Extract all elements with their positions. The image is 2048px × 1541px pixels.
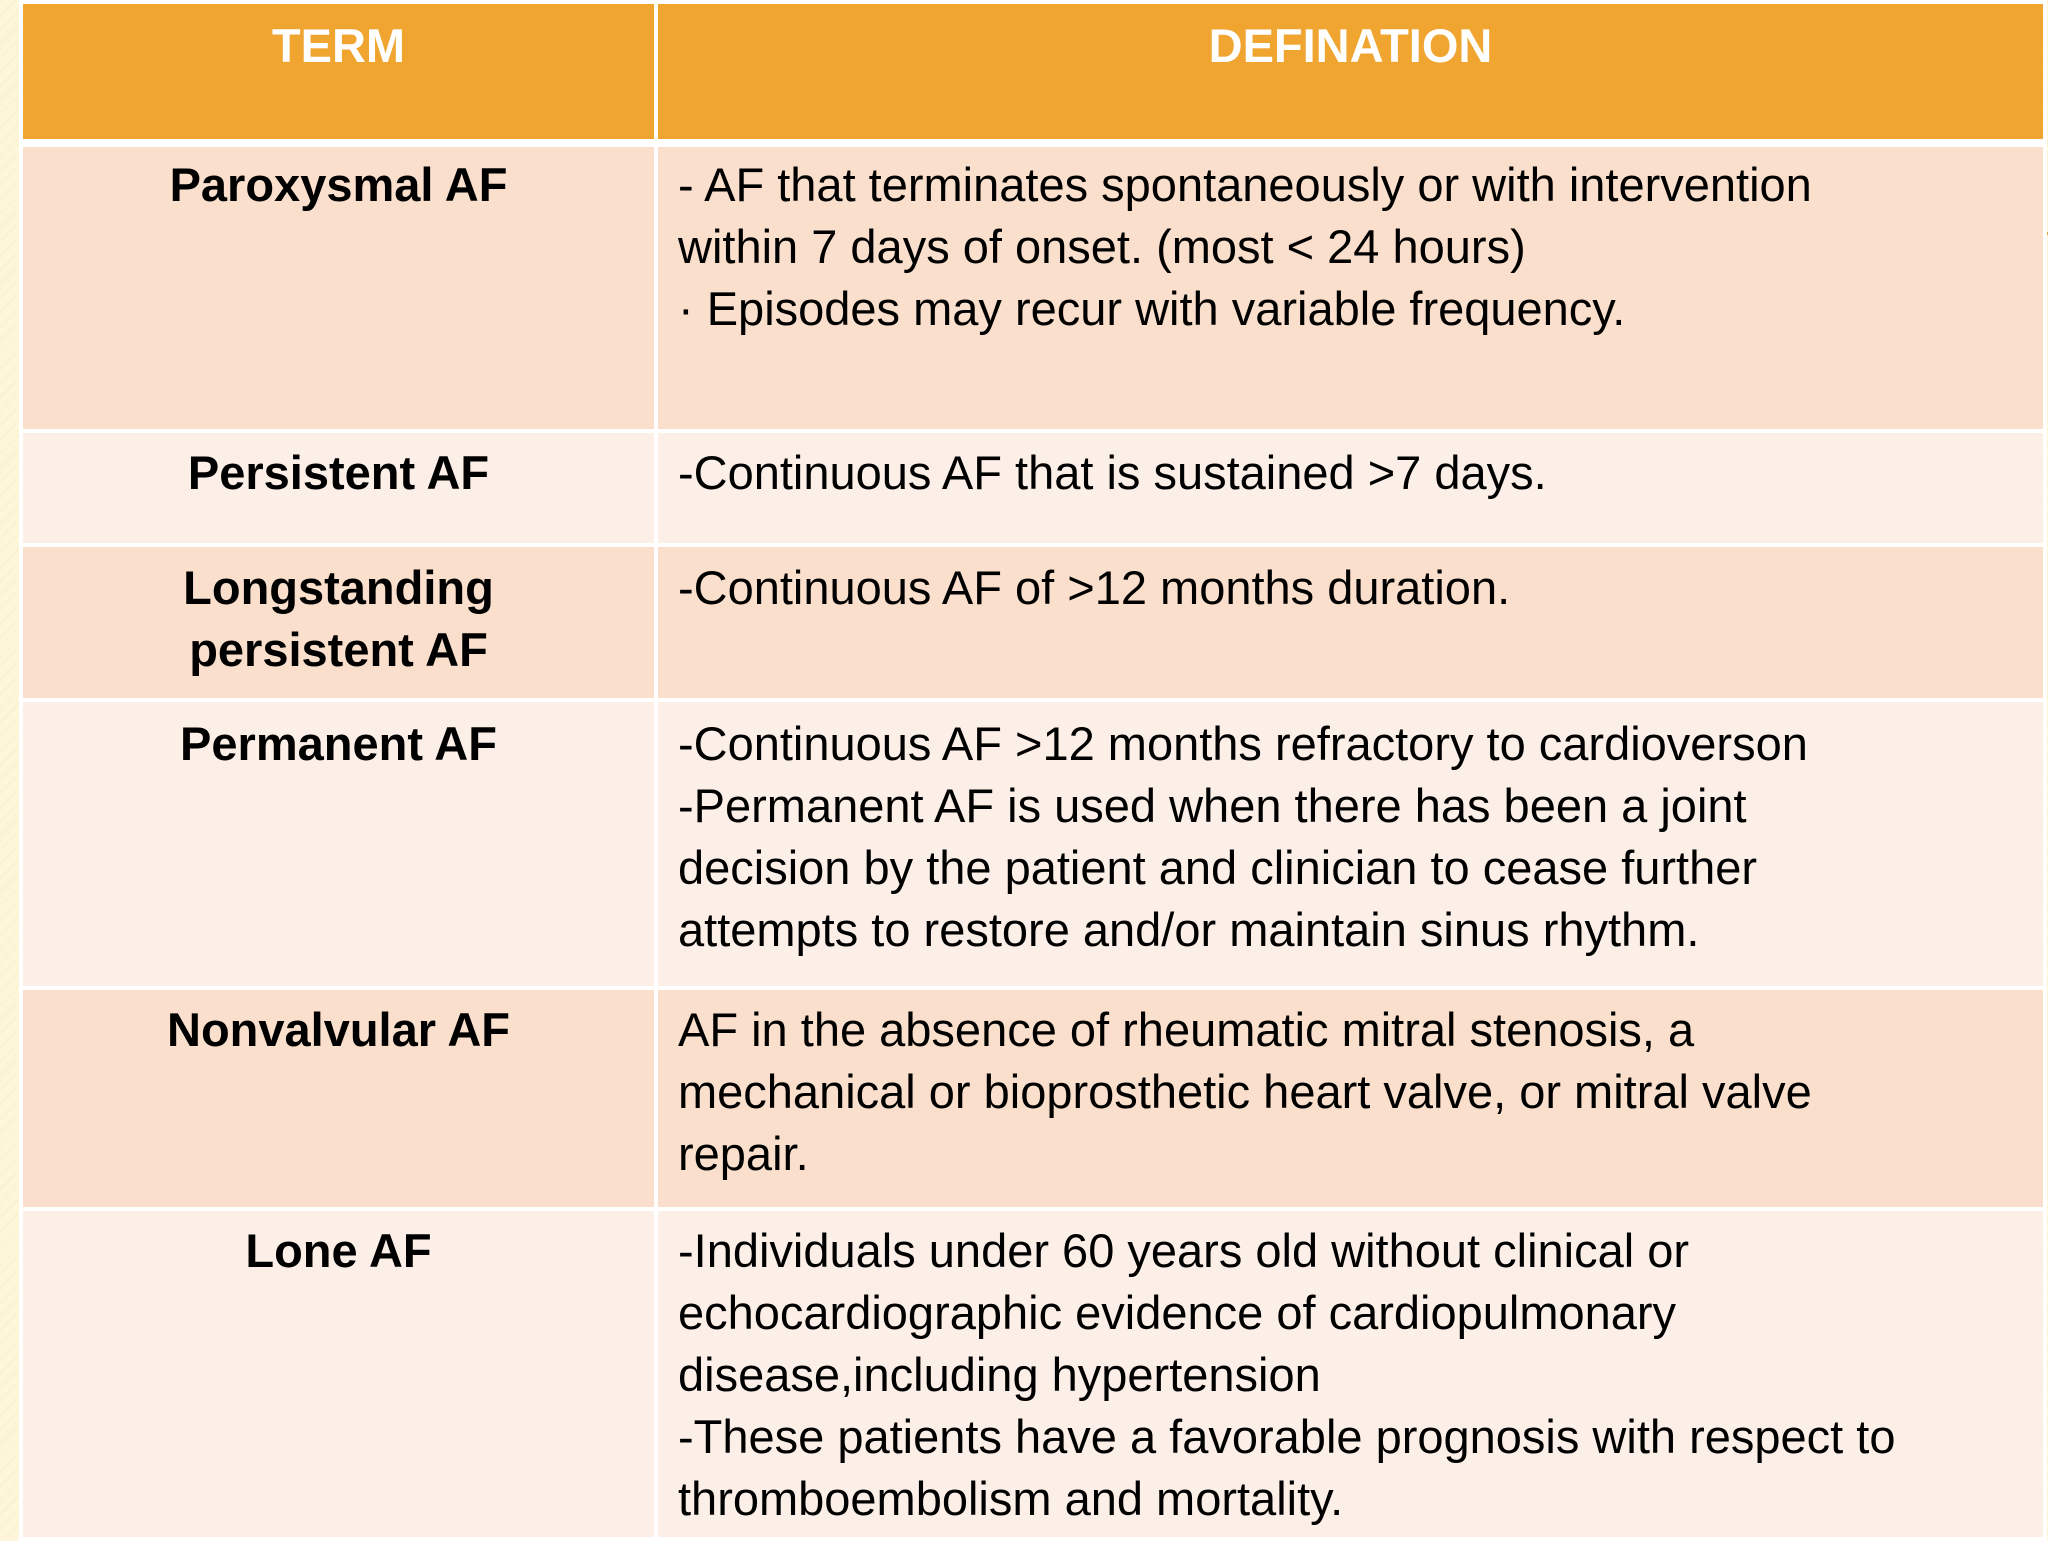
definition-line: -Continuous AF of >12 months duration. bbox=[678, 561, 1511, 614]
term-cell bbox=[21, 143, 656, 431]
definition-line: AF in the absence of rheumatic mitral stenosis, a bbox=[678, 1003, 1695, 1056]
definition-line: -Permanent AF is used when there has been a joint bbox=[678, 779, 1747, 832]
table-row bbox=[21, 700, 2045, 988]
definition-cell bbox=[656, 1209, 2045, 1539]
term-text: Longstanding bbox=[183, 561, 494, 614]
definition-cell bbox=[656, 143, 2045, 431]
definition-line: decision by the patient and clinician to cease further bbox=[678, 841, 1758, 894]
definition-line: - AF that terminates spontaneously or with intervention bbox=[678, 158, 1812, 211]
term-text: Lone AF bbox=[245, 1224, 432, 1277]
table-header-row bbox=[21, 2, 2045, 143]
term-cell bbox=[21, 700, 656, 988]
header-definition: DEFINATION bbox=[656, 2, 2045, 143]
definition-line: attempts to restore and/or maintain sinus rhythm. bbox=[678, 903, 1700, 956]
definition-line: thromboembolism and mortality. bbox=[678, 1472, 1344, 1525]
table-row bbox=[21, 988, 2045, 1209]
definition-line: disease,including hypertension bbox=[678, 1348, 1321, 1401]
definition-cell bbox=[656, 431, 2045, 545]
term-text: persistent AF bbox=[189, 623, 488, 676]
definition-line: repair. bbox=[678, 1127, 809, 1180]
term-cell bbox=[21, 988, 656, 1209]
table-row bbox=[21, 431, 2045, 545]
table-row bbox=[21, 1209, 2045, 1539]
term-text: Nonvalvular AF bbox=[167, 1003, 510, 1056]
definition-cell bbox=[656, 988, 2045, 1209]
term-cell bbox=[21, 545, 656, 700]
term-cell bbox=[21, 1209, 656, 1539]
definition-line: echocardiographic evidence of cardiopulmonary bbox=[678, 1286, 1677, 1339]
header-term: TERM bbox=[21, 2, 656, 143]
table-row bbox=[21, 545, 2045, 700]
term-text: Persistent AF bbox=[187, 446, 490, 499]
definition-line: · Episodes may recur with variable frequency. bbox=[678, 282, 1626, 335]
term-text: Permanent AF bbox=[180, 717, 497, 770]
definition-line: within 7 days of onset. (most < 24 hours) bbox=[678, 220, 1526, 273]
af-terms-table bbox=[19, 0, 2047, 1541]
definition-cell bbox=[656, 545, 2045, 700]
term-cell bbox=[21, 431, 656, 545]
definition-line: -Continuous AF >12 months refractory to cardioverson bbox=[678, 717, 1808, 770]
definition-line: -Individuals under 60 years old without clinical or bbox=[678, 1224, 1690, 1277]
definition-line: -These patients have a favorable prognosis with respect to bbox=[678, 1410, 1896, 1463]
table-row bbox=[21, 143, 2045, 431]
definition-line: mechanical or bioprosthetic heart valve, or mitral valve bbox=[678, 1065, 1812, 1118]
term-text: Paroxysmal AF bbox=[169, 158, 508, 211]
definition-cell bbox=[656, 700, 2045, 988]
definition-line: -Continuous AF that is sustained >7 days. bbox=[678, 446, 1547, 499]
